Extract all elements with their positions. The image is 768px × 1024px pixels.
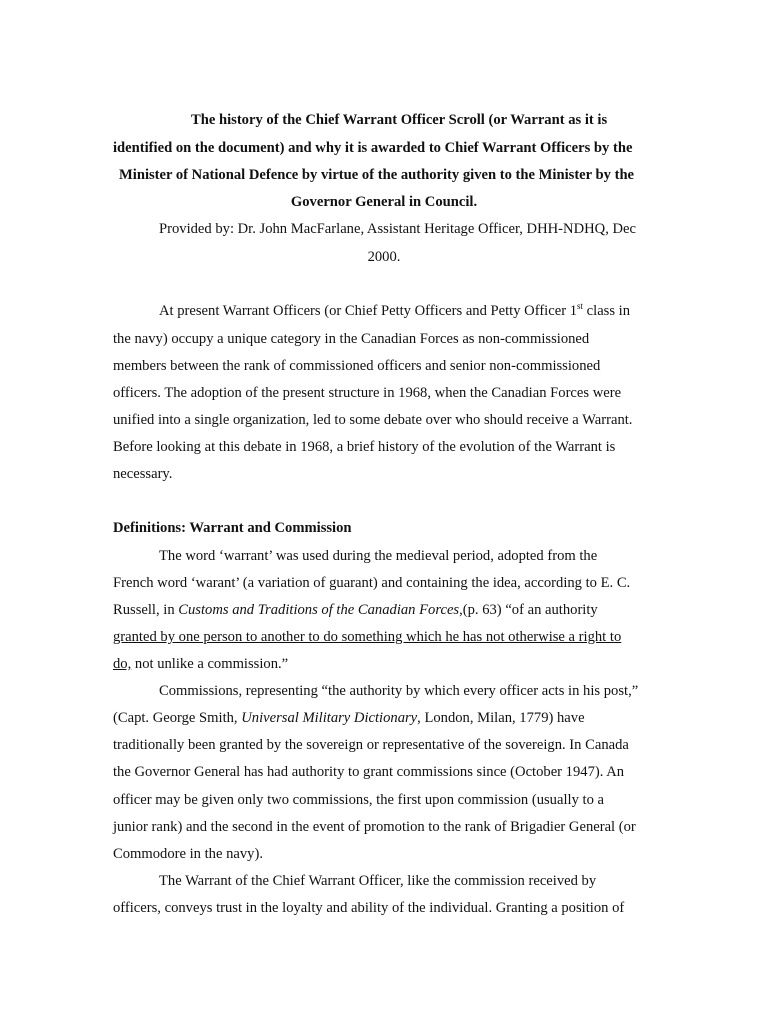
def-text: (Capt. George Smith,: [113, 710, 242, 726]
def-text: , London, Milan, 1779) have: [417, 710, 585, 726]
def-text: Russell, in: [113, 602, 179, 618]
def-p2-line-7: Commodore in the navy).: [113, 846, 263, 862]
provided-by-line-2: 2000.: [367, 249, 401, 265]
def-p2-line-6: junior rank) and the second in the event of promotion to the rank of Brigadier General (or: [113, 819, 636, 835]
title-line-2: identified on the document) and why it is awarded to Chief Warrant Officers by the: [113, 140, 633, 156]
intro-text: class in: [583, 303, 631, 319]
def-p1-line-4: granted by one person to another to do something which he has not otherwise a right to: [113, 629, 622, 645]
def-p2-line-2: [113, 708, 585, 728]
intro-line-7: necessary.: [113, 466, 173, 482]
title-line-3: Minister of National Defence by virtue of the authority given to the Minister by the: [119, 167, 635, 183]
def-p2-line-3: traditionally been granted by the sovereign or representative of the sovereign. In Canada: [113, 737, 629, 753]
provided-by-line-1: Provided by: Dr. John MacFarlane, Assistant Heritage Officer, DHH-NDHQ, Dec: [159, 221, 636, 237]
title-line-1: The history of the Chief Warrant Officer Scroll (or Warrant as it is: [191, 112, 608, 128]
section-heading: Definitions: Warrant and Commission: [113, 520, 352, 536]
title-line-4: Governor General in Council.: [290, 194, 478, 210]
intro-line-4: officers. The adoption of the present structure in 1968, when the Canadian Forces were: [113, 385, 622, 401]
def-text: not unlike a commission.”: [131, 656, 289, 672]
def-p1-line-3: [113, 600, 598, 620]
intro-line-2: the navy) occupy a unique category in the Canadian Forces as non-commissioned: [113, 331, 590, 347]
def-p1-line-1: The word ‘warrant’ was used during the medieval period, adopted from the: [159, 548, 598, 564]
ordinal-suffix: st: [577, 301, 584, 311]
intro-line-5: unified into a single organization, led to some debate over who should receive a Warrant.: [113, 412, 633, 428]
intro-line-3: members between the rank of commissioned officers and senior non-commissioned: [113, 358, 601, 374]
def-p3-line-1: The Warrant of the Chief Warrant Officer, like the commission received by: [159, 873, 597, 889]
intro-line-6: Before looking at this debate in 1968, a brief history of the evolution of the Warrant is: [113, 439, 616, 455]
def-p2-line-4: the Governor General has had authority to grant commissions since (October 1947). An: [113, 764, 625, 780]
intro-line-1: [159, 301, 630, 321]
book-title: Universal Military Dictionary: [241, 710, 418, 726]
intro-text: At present Warrant Officers (or Chief Petty Officers and Petty Officer 1: [159, 303, 577, 319]
def-p1-line-5: [113, 654, 288, 674]
book-title: Customs and Traditions of the Canadian Forces: [178, 602, 460, 618]
def-text: ,(p. 63) “of an authority: [459, 602, 598, 618]
underlined-text: do,: [113, 656, 132, 672]
def-p1-line-2: French word ‘warant’ (a variation of guarant) and containing the idea, according to E. C.: [113, 575, 631, 591]
def-p2-line-5: officer may be given only two commissions, the first upon commission (usually to a: [113, 792, 604, 808]
def-p2-line-1: Commissions, representing “the authority by which every officer acts in his post,”: [159, 683, 639, 699]
def-p3-line-2: officers, conveys trust in the loyalty and ability of the individual. Granting a position of: [113, 900, 625, 916]
